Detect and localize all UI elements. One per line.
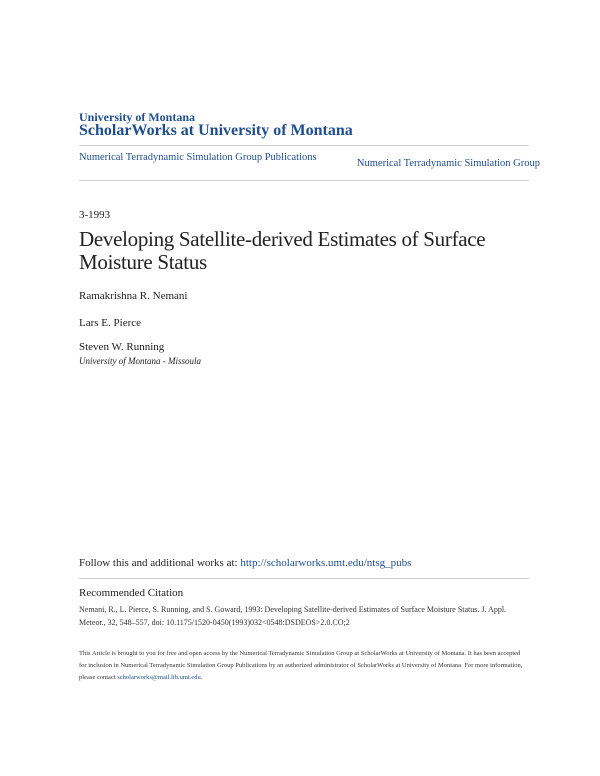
author-name: Lars E. Pierce [79, 317, 141, 329]
divider [79, 145, 529, 146]
contact-email-link[interactable]: scholarworks@mail.lib.umt.edu [117, 674, 201, 681]
repository-name[interactable]: ScholarWorks at University of Montana [79, 122, 353, 139]
divider [79, 180, 529, 181]
publication-date: 3-1993 [79, 209, 111, 221]
university-name[interactable]: University of Montana [79, 110, 195, 124]
citation-heading: Recommended Citation [79, 587, 184, 599]
follow-link[interactable]: http://scholarworks.umt.edu/ntsg_pubs [240, 557, 412, 569]
disclaimer [79, 648, 529, 684]
disclaimer-suffix: . [200, 674, 203, 681]
author-name: Steven W. Running [79, 341, 165, 353]
disclaimer-text: This Article is brought to you for free and open access by the Numerical Terradynamic Simulation Group at ScholarWorks at University of Montana. It has been accepted for inclusion in Numerical Terradynamic Simulation Group Publications by an authorized administrator of ScholarWorks at University of Montana. For more information, please contact [79, 650, 523, 681]
collection-link-publications[interactable]: Numerical Terradynamic Simulation Group Publications [79, 152, 317, 163]
follow-text: Follow this and additional works at: [79, 557, 238, 569]
follow-line [79, 557, 411, 569]
article-title: Developing Satellite-derived Estimates of Surface Moisture Status [79, 227, 486, 274]
citation-text: Nemani, R., L. Pierce, S. Running, and S. Goward, 1993: Developing Satellite-derived Estimates of Surface Moisture Status. J. Appl. Meteor., 32, 548–557, doi: 10.1175/1520-0450(1993)032<0548:DSDEOS>2.0.CO;2 [79, 605, 507, 627]
collection-link-group[interactable]: Numerical Terradynamic Simulation Group [356, 158, 540, 169]
divider [79, 578, 529, 579]
author-affiliation: University of Montana - Missoula [79, 356, 201, 366]
author-name: Ramakrishna R. Nemani [79, 290, 188, 302]
